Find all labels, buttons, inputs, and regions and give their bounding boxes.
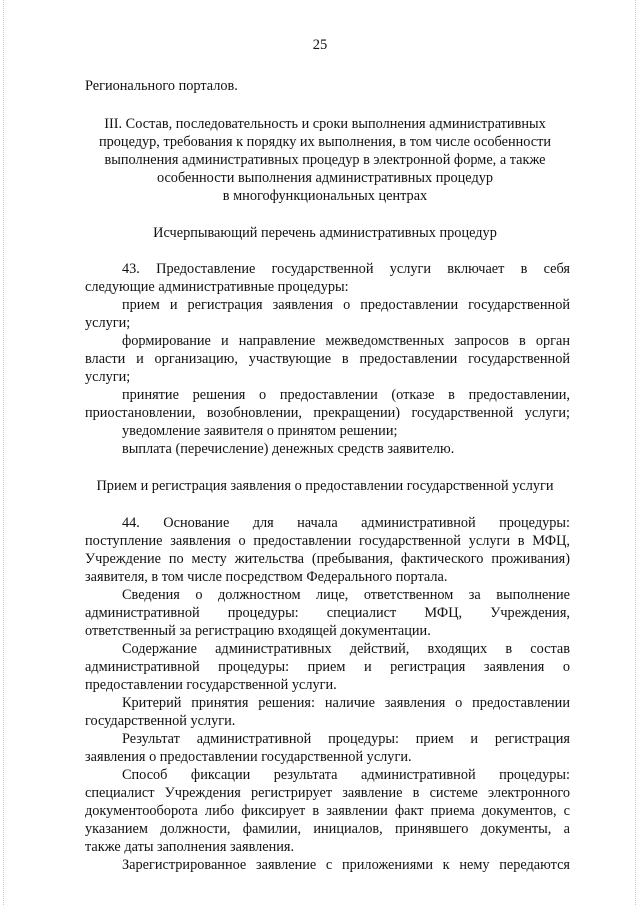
text-line: Регионального порталов.	[85, 78, 238, 94]
paragraph-line: власти и организацию, участвующие в предоставлении государственной	[85, 351, 570, 367]
paragraph-line: принятие решения о предоставлении (отказе в предоставлении,	[122, 387, 570, 403]
paragraph-line: выплата (перечисление) денежных средств заявителю.	[122, 441, 455, 457]
paragraph-line: Сведения о должностном лице, ответственном за выполнение	[122, 587, 570, 603]
paragraph-line: заявителя, в том числе посредством Федерального портала.	[85, 569, 448, 585]
scan-edge-right	[635, 0, 637, 905]
paragraph-line: услуги;	[85, 315, 131, 331]
paragraph-line: приостановлении, возобновлении, прекращении) государственной услуги;	[85, 405, 570, 421]
subsection-heading: Прием и регистрация заявления о предоставлении государственной услуги	[96, 478, 554, 494]
paragraph-line: ответственный за регистрацию входящей документации.	[85, 623, 431, 639]
section-title-line: выполнения административных процедур в электронной форме, а также	[104, 152, 546, 168]
paragraph-line: документооборота либо фиксирует в заявлении факт приема документов, с	[85, 803, 570, 819]
paragraph-line: указанием должности, фамилии, инициалов, принявшего документы, а	[85, 821, 570, 837]
paragraph-line: специалист Учреждения регистрирует заявление в системе электронного	[85, 785, 570, 801]
section-title-line: III. Состав, последовательность и сроки выполнения административных	[104, 116, 546, 132]
section-title-line: в многофункциональных центрах	[222, 188, 428, 204]
page-number: 25	[312, 37, 328, 53]
paragraph-line: 43. Предоставление государственной услуги включает в себя	[122, 261, 570, 277]
subsection-heading: Исчерпывающий перечень административных процедур	[153, 225, 497, 241]
paragraph-line: Критерий принятия решения: наличие заявления о предоставлении	[122, 695, 570, 711]
paragraph-line: государственной услуги.	[85, 713, 236, 729]
section-title-line: процедур, требования к порядку их выполнения, в том числе особенности	[98, 134, 552, 150]
scan-edge-left	[3, 0, 5, 905]
paragraph-line: поступление заявления о предоставлении государственной услуги в МФЦ,	[85, 533, 570, 549]
paragraph-line: предоставлении государственной услуги.	[85, 677, 337, 693]
paragraph-line: Зарегистрированное заявление с приложениями к нему передаются	[122, 857, 570, 873]
paragraph-line: заявления о предоставлении государственной услуги.	[85, 749, 412, 765]
paragraph-line: следующие административные процедуры:	[85, 279, 349, 295]
paragraph-line: услуги;	[85, 369, 131, 385]
paragraph-line: Содержание административных действий, входящих в состав	[122, 641, 570, 657]
paragraph-line: административной процедуры: прием и регистрация заявления о	[85, 659, 570, 675]
paragraph-line: Способ фиксации результата административной процедуры:	[122, 767, 570, 783]
paragraph-line: прием и регистрация заявления о предоставлении государственной	[122, 297, 570, 313]
paragraph-line: Результат административной процедуры: прием и регистрация	[122, 731, 570, 747]
section-title-line: особенности выполнения административных процедур	[156, 170, 494, 186]
paragraph-line: также даты заполнения заявления.	[85, 839, 295, 855]
paragraph-line: административной процедуры: специалист МФЦ, Учреждения,	[85, 605, 570, 621]
paragraph-line: уведомление заявителя о принятом решении;	[122, 423, 398, 439]
paragraph-line: 44. Основание для начала административной процедуры:	[122, 515, 570, 531]
paragraph-line: формирование и направление межведомственных запросов в орган	[122, 333, 570, 349]
paragraph-line: Учреждение по месту жительства (пребывания, фактического проживания)	[85, 551, 570, 567]
